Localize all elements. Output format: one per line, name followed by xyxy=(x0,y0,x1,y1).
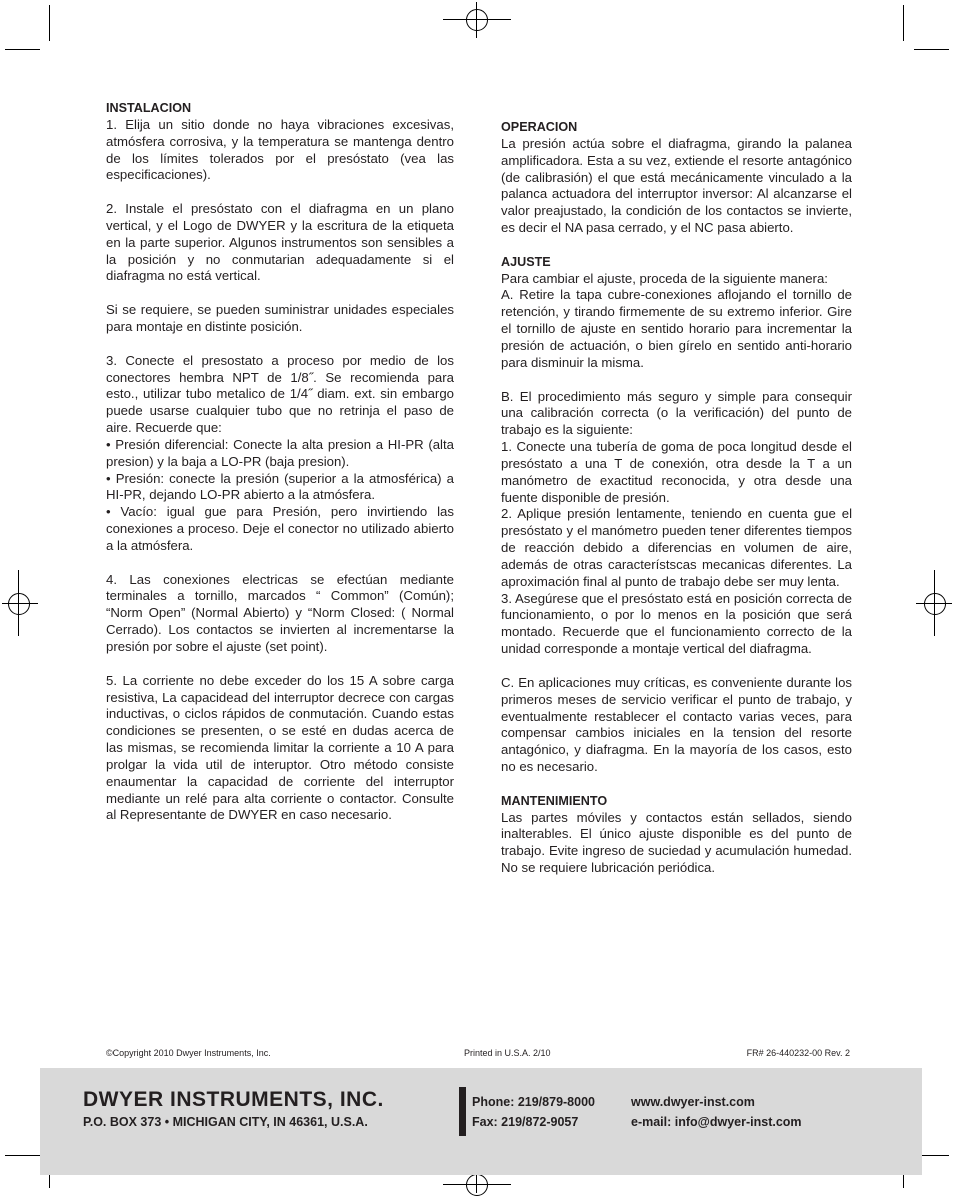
crop-mark xyxy=(49,5,50,41)
ajuste-step-c: C. En aplicaciones muy críticas, es conveniente durante los primeros meses de servicio verificar el punto de trabajo, y eventualmente restablecer el contacto varias veces, para compensar cambios iniciales en la tension del resorte antagónico, y diafragma. En la mayoría de los casos, esto no es necesario. xyxy=(501,674,852,775)
registration-mark-line xyxy=(443,19,511,20)
ajuste-heading: AJUSTE xyxy=(501,254,551,269)
registration-mark-line xyxy=(916,603,952,604)
ajuste-step-b2: 2. Aplique presión lentamente, teniendo en cuenta gue el presóstato y el manómetro pueden tener diferentes tiempos de reacción debido a diferencias en volumen de aire, además de otras característscas mecanicas diferentes. La aproximación final al punto de trabajo debe ser muy lenta. xyxy=(501,506,852,589)
registration-mark xyxy=(466,9,488,31)
instalacion-bullet-diferencial: • Presión diferencial: Conecte la alta presion a HI-PR (alta presion) y la baja a LO-PR (baja presion). xyxy=(106,436,454,469)
instalacion-bullet-vacio: • Vacío: igual gue para Presión, pero invirtiendo las conexiones a proceso. Deje el conector no utilizado abierto a la atmósfera. xyxy=(106,504,454,553)
ajuste-intro: Para cambiar el ajuste, proceda de la siguiente manera: xyxy=(501,270,828,286)
registration-mark xyxy=(924,593,946,615)
ajuste-step-b1: 1. Conecte una tubería de goma de poca longitud desde el presóstato a una T de conexión, otra desde la T a un manómetro de exactitud reconocida, y otra desde una fuente disponible de presión. xyxy=(501,439,852,505)
instalacion-bullet-presion: • Presión: conecte la presión (superior a la atmosférica) a HI-PR, dejando LO-PR abierto a la atmósfera. xyxy=(106,470,454,503)
operacion-heading: OPERACION xyxy=(501,120,578,134)
mantenimiento-text: Las partes móviles y contactos están sellados, siendo inalterables. El único ajuste disponible es del punto de trabajo. Evite ingreso de suciedad y acumulación humedad. No se requiere lubricación periódica. xyxy=(501,809,852,876)
registration-mark-line xyxy=(443,1184,511,1185)
fax-number: Fax: 219/872-9057 xyxy=(472,1115,579,1129)
company-name: DWYER INSTRUMENTS, INC. xyxy=(83,1088,384,1111)
ajuste-step-a: A. Retire la tapa cubre-conexiones aflojando el tornillo de retención, y tirando firmemente de su extremo inferior. Gire el tornillo de ajuste en sentido horario para incrementar la presión de actuación, o bien gírelo en sentido anti-horario para disminuir la misma. xyxy=(501,287,852,370)
ajuste-step-b: B. El procedimiento más seguro y simple para consequir una calibración correcta (o la verificación) del punto de trabajo es la siguiente: xyxy=(501,388,852,438)
email-link[interactable]: e-mail: info@dwyer-inst.com xyxy=(631,1115,802,1129)
crop-mark xyxy=(914,49,949,50)
website-link[interactable]: www.dwyer-inst.com xyxy=(631,1095,755,1109)
printed-in: Printed in U.S.A. 2/10 xyxy=(464,1048,551,1058)
instalacion-note: Si se requiere, se pueden suministrar unidades especiales para montaje en distinte posición. xyxy=(106,302,454,334)
registration-mark-line xyxy=(476,2,477,38)
mantenimiento-heading: MANTENIMIENTO xyxy=(501,793,608,808)
form-number: FR# 26-440232-00 Rev. 2 xyxy=(746,1048,850,1058)
registration-mark-line xyxy=(2,603,38,604)
registration-mark xyxy=(8,593,30,615)
left-column xyxy=(106,100,454,824)
instalacion-step-4: 4. Las conexiones electricas se efectúan mediante terminales a tornillo, marcados “ Common” (Común); “Norm Open” (Normal Abierto) y “Norm Closed: ( Normal Cerrado). Los contactos se invierten al incrementarse la presión por sobre el ajuste (set point). xyxy=(106,571,454,654)
ajuste-step-b3: 3. Asegúrese que el presóstato está en posición correcta de funcionamiento, o por lo menos en la posición que será montado. Recuerde que el funcionamiento correcto de la unidad corresponde a montaje vertical del diafragma. xyxy=(501,590,852,657)
instalacion-step-5: 5. La corriente no debe exceder do los 15 A sobre carga resistiva, La capacidead del interruptor decrece con cargas inductivas, o ciclos rápidos de conmutación. Cuando estas condiciones se presenten, o se esté en dudas acerca de las mismas, se recomienda limitar la corriente a 10 A para prolgar la vida util de interuptor. Otro método consiste enaumentar la capacidad de corriente del interruptor mediante un relé para alta corriente o contactor. Consulte al Representante de DWYER en caso necesario. xyxy=(106,672,454,823)
instalacion-step-3: 3. Conecte el presostato a proceso por medio de los conectores hembra NPT de 1/8˝. Se recomienda para esto., utilizar tubo metalico de 1/4˝ diam. ext. sin embargo puede usarse cualquier tubo que no retrinja el paso de aire. Recuerde que: xyxy=(106,352,454,436)
instalacion-step-1: 1. Elija un sitio donde no haya vibraciones excesivas, atmósfera corrosiva, y la temperatura se mantenga dentro de los límites tolerados por el presóstato (vea las especificaciones). xyxy=(106,116,454,183)
instalacion-step-2: 2. Instale el presóstato con el diafragma en un plano vertical, y el Logo de DWYER y la escritura de la etiqueta en la parte superior. Algunos instrumentos son sensibles a la posición y no conmutarian adequadamente si el diafragma no está vertical. xyxy=(106,201,454,284)
divider-bar xyxy=(459,1087,466,1136)
crop-mark xyxy=(903,5,904,41)
instalacion-heading: INSTALACION xyxy=(106,101,192,115)
phone-number: Phone: 219/879-8000 xyxy=(472,1095,595,1109)
company-address: P.O. BOX 373 • MICHIGAN CITY, IN 46361, U.S.A. xyxy=(83,1115,368,1129)
right-column xyxy=(501,119,852,877)
crop-mark xyxy=(5,1155,40,1156)
crop-mark xyxy=(5,49,40,50)
copyright: ©Copyright 2010 Dwyer Instruments, Inc. xyxy=(106,1048,271,1058)
operacion-text: La presión actúa sobre el diafragma, girando la palanea amplificadora. Esta a su vez, extiende el resorte antagónico (de calibrasión) el que está mecánicamente vinculado a la palanca actuadora del interruptor inversor: Al alcanzarse el valor preajustado, la condición de los contactos se invierte, es decir el NA pasa cerrado, y el NC pasa abierto. xyxy=(501,135,852,236)
